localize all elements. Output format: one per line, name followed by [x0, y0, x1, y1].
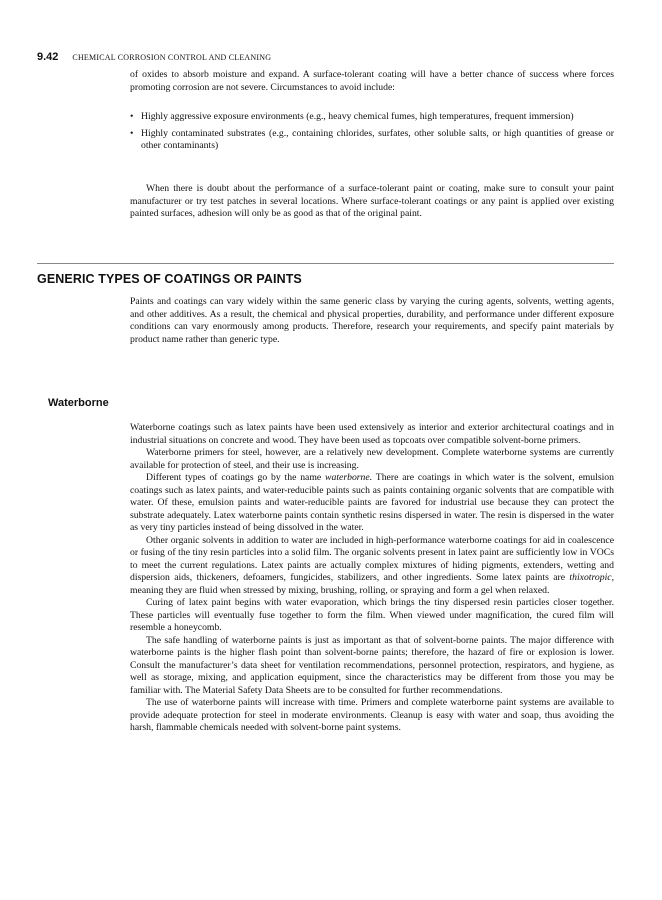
list-item-text: Highly aggressive exposure environments (e.g., heavy chemical fumes, high temperatures, frequent immersion) — [141, 111, 574, 122]
intro-paragraph-block — [130, 69, 614, 94]
waterborne-paragraph-5: Curing of latex paint begins with water evaporation, which brings the tiny dispersed resin particles closer together. These particles will eventually fuse together to form the film. When viewed under magnification, the cured film will resemble a honeycomb. — [130, 597, 614, 633]
list-item — [130, 111, 614, 124]
doubt-paragraph: When there is doubt about the performance of a surface-tolerant paint or coating, make sure to consult your paint manufacturer or try test patches in several locations. Where surface-tolerant coatings or any paint is applied over existing painted surfaces, adhesion will only be as good as that of the original paint. — [130, 183, 614, 219]
p3-emphasis: waterborne. — [325, 472, 373, 483]
list-item — [130, 128, 614, 153]
running-title: CHEMICAL CORROSION CONTROL AND CLEANING — [72, 53, 272, 62]
section-heading: GENERIC TYPES OF COATINGS OR PAINTS — [37, 272, 302, 286]
list-item-text: Highly contaminated substrates (e.g., containing chlorides, surfates, other soluble salts, or high quantities of grease or other contaminants) — [141, 127, 614, 151]
page-number: 9.42 — [37, 51, 59, 63]
p4-text-b: meaning they are fluid when stressed by mixing, brushing, rolling, or spraying and form a gel when relaxed. — [130, 584, 550, 596]
p4-text-a: Other organic solvents in addition to water are included in high-performance waterborne coatings for aid in coalescence or fusing of the tiny resin particles into a solid film. The organic solvents present in latex paint are sufficiently low in VOCs to meet the current regulations. Latex paints are actually complex mixtures of hiding pigments, extenders, wetting and dispersion aids, thickeners, defoamers, fungicides, stabilizers, and other ingredients. Some latex paints are — [130, 534, 614, 583]
bullet-icon: • — [130, 111, 134, 122]
waterborne-paragraph-2: Waterborne primers for steel, however, are a relatively new development. Complete waterborne systems are currently available for protection of steel, and their use is increasing. — [130, 447, 614, 471]
intro-paragraph: of oxides to absorb moisture and expand. A surface-tolerant coating will have a better chance of success where forces promoting corrosion are not severe. Circumstances to avoid include: — [130, 69, 614, 93]
avoid-list — [130, 111, 614, 157]
section-divider — [37, 263, 614, 264]
waterborne-heading: Waterborne — [48, 397, 109, 409]
waterborne-paragraph-7: The use of waterborne paints will increase with time. Primers and complete waterborne paint systems are available to provide adequate protection for steel in moderate environments. Cleanup is easy with water and soap, thus avoiding the harsh, flammable chemicals needed with solvent-borne paint systems. — [130, 697, 614, 733]
bullet-icon: • — [130, 127, 134, 139]
p3-text-a: Different types of coatings go by the name — [146, 472, 326, 483]
waterborne-paragraph-1: Waterborne coatings such as latex paints have been used extensively as interior and exterior architectural coatings and in industrial situations on concrete and wood. They have been used as topcoats over compatible solvent-borne primers. — [130, 422, 614, 446]
waterborne-paragraph-4 — [130, 535, 614, 598]
p4-emphasis: thixotropic, — [569, 572, 614, 583]
generic-types-paragraph: Paints and coatings can vary widely within the same generic class by varying the curing agents, solvents, wetting agents, and other additives. As a result, the chemical and physical properties, durability, and performance under different exposure conditions can vary enormously among products. Therefore, research your requirements, and specify paint materials by product name rather than generic type. — [130, 296, 614, 345]
generic-types-paragraph-block — [130, 296, 614, 346]
running-header — [37, 47, 271, 65]
waterborne-body — [130, 422, 614, 735]
doubt-paragraph-block — [130, 183, 614, 221]
p3-text-b: There are coatings in which water is the solvent, emulsion coatings such as latex paints, and water-reducible paints such as paints containing organic solvents that are compatible with water. Of these, emulsion paints and water-reducible paints are favored for industrial use because they can protect the substrate adequately. Latex waterborne paints contain synthetic resins dispersed in water. The resin is dispersed in the water as very tiny particles instead of being dissolved in the water. — [130, 472, 614, 533]
waterborne-paragraph-3 — [130, 472, 614, 535]
waterborne-paragraph-6: The safe handling of waterborne paints is just as important as that of solvent-borne paints. The major difference with waterborne paints is the higher flash point than solvent-borne paints; therefore, the hazard of fire or explosion is lower. Consult the manufacturer’s data sheet for ventilation recommendations, personnel protection, respirators, and hygiene, as well as storage, mixing, and application equipment, since the characteristics may be different from those you may be familiar with. The Material Safety Data Sheets are to be consulted for further recommendations. — [130, 634, 614, 696]
